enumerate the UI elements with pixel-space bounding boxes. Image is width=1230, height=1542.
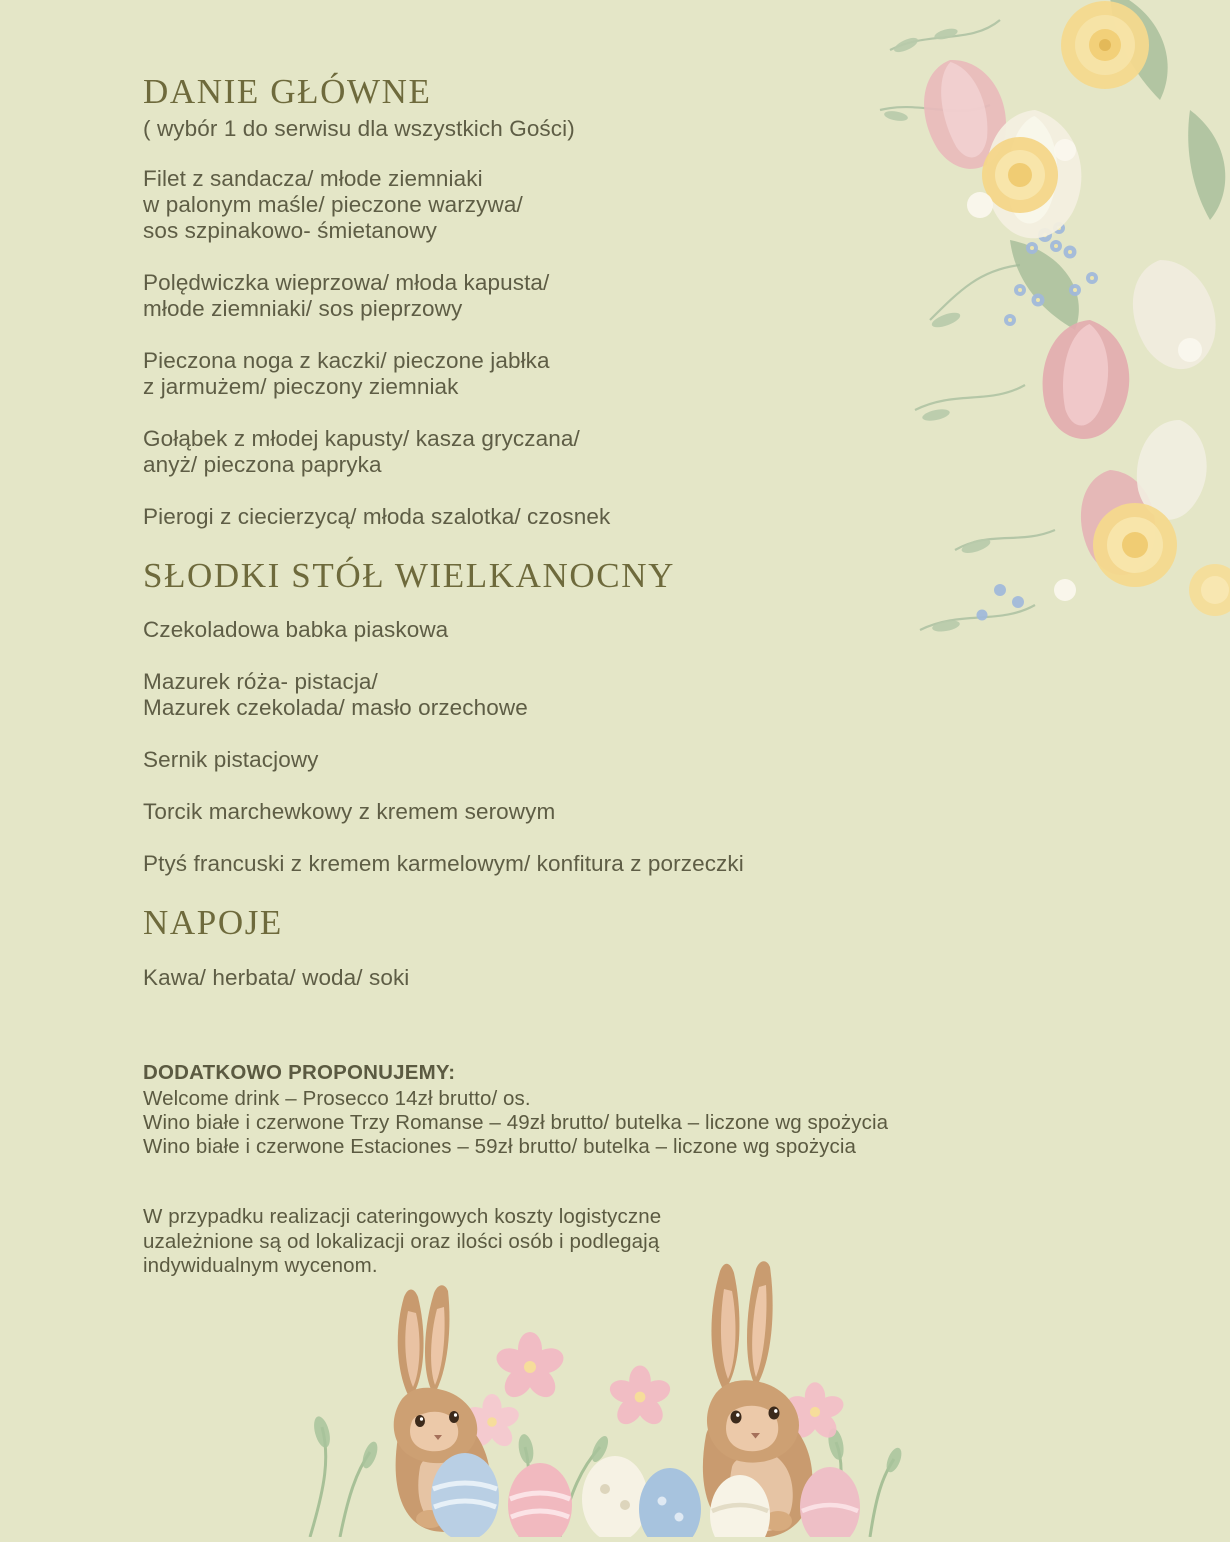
menu-item-line: Czekoladowa babka piaskowa: [143, 616, 449, 642]
extras-title: DODATKOWO PROPONUJEMY:: [143, 1060, 456, 1084]
menu-item: Kawa/ herbata/ woda/ soki: [143, 964, 410, 990]
bunny-right: [703, 1261, 813, 1537]
menu-item-line: Mazurek róża- pistacja/: [143, 668, 378, 694]
section-title-sweet-table: SŁODKI STÓŁ WIELKANOCNY: [143, 556, 675, 596]
section-title-drinks: NAPOJE: [143, 903, 283, 943]
catering-note-line: uzależnione są od lokalizacji oraz ilości osób i podlegają: [143, 1229, 660, 1253]
main-course-subtitle: ( wybór 1 do serwisu dla wszystkich Gości): [143, 116, 575, 142]
extras-line: Wino białe i czerwone Estaciones – 59zł brutto/ butelka – liczone wg spożycia: [143, 1134, 857, 1158]
menu-item: [143, 747, 1103, 773]
menu-item-line: sos szpinakowo- śmietanowy: [143, 217, 437, 243]
catering-note: [143, 1205, 1103, 1279]
extras-block: [143, 1061, 1103, 1160]
menu-item: [143, 504, 1103, 530]
menu-item-line: Ptyś francuski z kremem karmelowym/ konfitura z porzeczki: [143, 851, 744, 877]
catering-note-line: W przypadku realizacji cateringowych koszty logistyczne: [143, 1205, 662, 1229]
menu-item-line: Filet z sandacza/ młode ziemniaki: [143, 165, 483, 191]
section-title-main-course: DANIE GŁÓWNE: [143, 72, 432, 111]
menu-item-line: Mazurek czekolada/ masło orzechowe: [143, 694, 528, 720]
menu-content: [143, 72, 1103, 1279]
menu-item-line: w palonym maśle/ pieczone warzywa/: [143, 191, 523, 217]
menu-item-line: Polędwiczka wieprzowa/ młoda kapusta/: [143, 269, 550, 295]
menu-item-line: anyż/ pieczona papryka: [143, 452, 382, 478]
menu-item: [143, 166, 1103, 244]
extras-line: Wino białe i czerwone Trzy Romanse – 49zł brutto/ butelka – liczone wg spożycia: [143, 1110, 889, 1134]
menu-item: [143, 617, 1103, 643]
easter-bunnies-icon: [270, 1247, 910, 1537]
menu-item-line: Pieczona noga z kaczki/ pieczone jabłka: [143, 347, 550, 373]
menu-item: [143, 426, 1103, 478]
menu-item: [143, 669, 1103, 721]
catering-note-line: indywidualnym wycenom.: [143, 1254, 378, 1278]
menu-item-line: z jarmużem/ pieczony ziemniak: [143, 374, 459, 400]
menu-item: [143, 348, 1103, 400]
menu-item: [143, 270, 1103, 322]
bunny-left: [394, 1285, 491, 1532]
extras-line: Welcome drink – Prosecco 14zł brutto/ os.: [143, 1086, 531, 1110]
menu-item-line: Pierogi z ciecierzycą/ młoda szalotka/ czosnek: [143, 504, 611, 530]
easter-eggs: [431, 1453, 860, 1537]
menu-item-line: Sernik pistacjowy: [143, 746, 319, 772]
menu-item-line: młode ziemniaki/ sos pieprzowy: [143, 295, 463, 321]
menu-item-line: Torcik marchewkowy z kremem serowym: [143, 799, 556, 825]
menu-item: [143, 799, 1103, 825]
menu-item: [143, 851, 1103, 877]
menu-item-line: Gołąbek z młodej kapusty/ kasza gryczana/: [143, 426, 580, 452]
